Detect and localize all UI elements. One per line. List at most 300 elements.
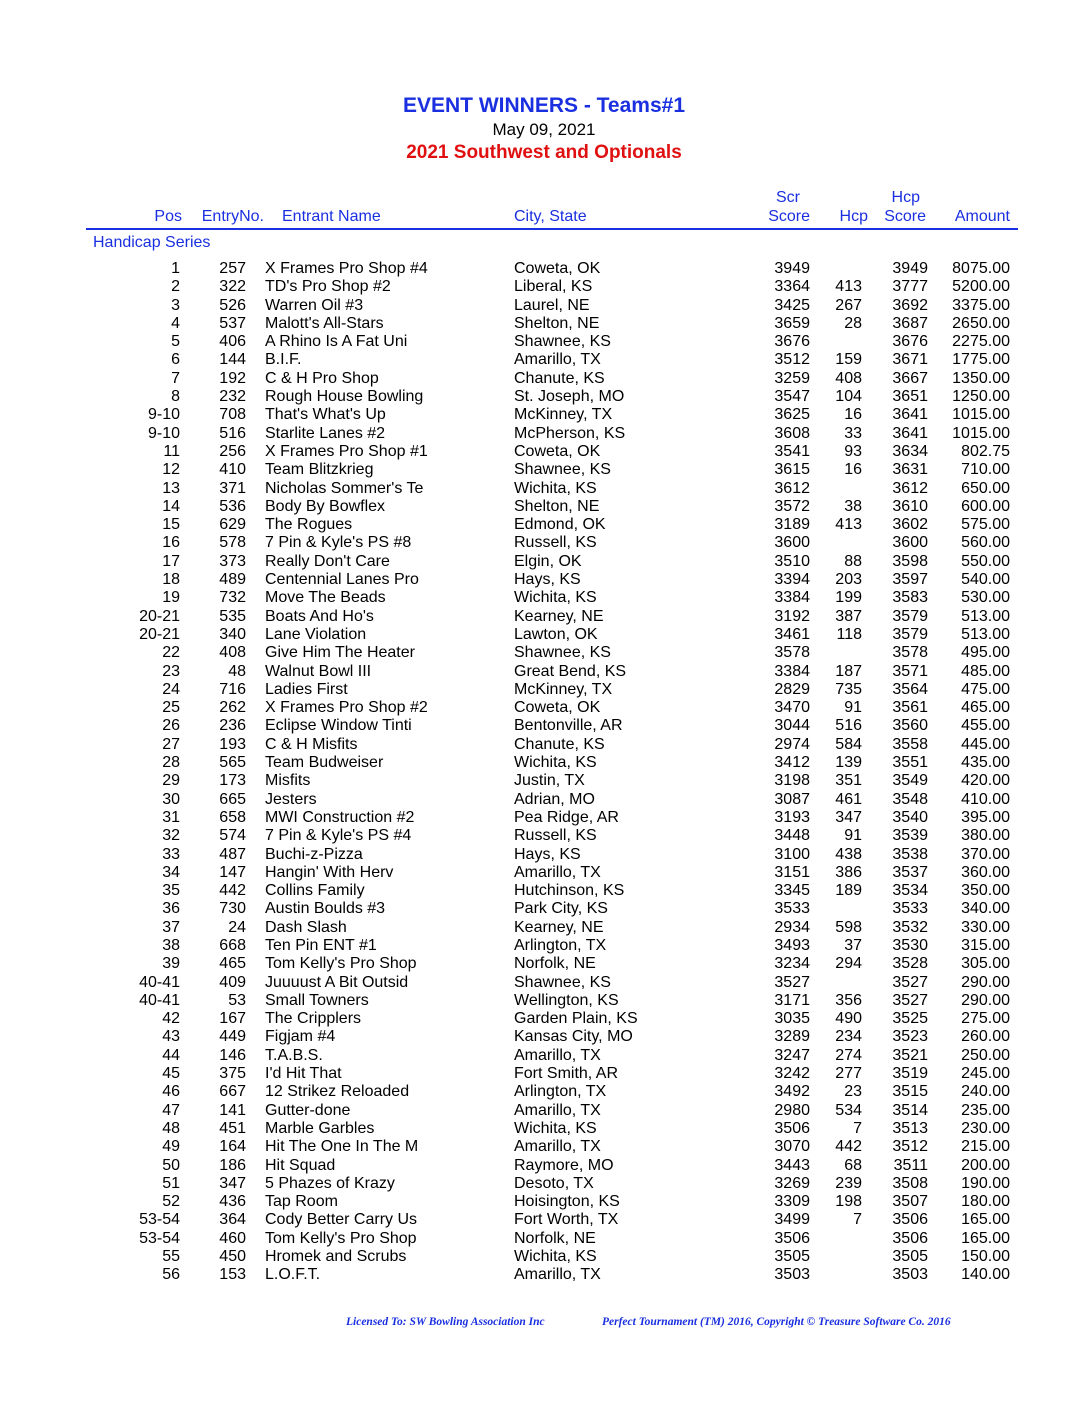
cell-scratch-score: 3189 — [774, 516, 810, 534]
cell-amount: 1015.00 — [952, 406, 1010, 424]
cell-scratch-score: 3259 — [774, 369, 810, 387]
table-row — [0, 278, 1088, 296]
cell-pos: 25 — [162, 699, 180, 717]
cell-handicap-score: 3667 — [892, 369, 928, 387]
cell-entrant-name: Misfits — [265, 772, 311, 790]
cell-scratch-score: 3193 — [774, 808, 810, 826]
col-header-city: City, State — [514, 208, 587, 225]
cell-entrant-name: That's What's Up — [265, 406, 386, 424]
cell-city-state: Pea Ridge, AR — [514, 808, 619, 826]
cell-city-state: Elgin, OK — [514, 552, 582, 570]
cell-pos: 8 — [171, 388, 180, 406]
cell-city-state: Arlington, TX — [514, 1083, 607, 1101]
cell-amount: 250.00 — [961, 1046, 1010, 1064]
cell-entrant-name: 5 Phazes of Krazy — [265, 1174, 395, 1192]
cell-entrant-name: Marble Garbles — [265, 1119, 375, 1137]
cell-pos: 40-41 — [139, 973, 180, 991]
cell-entry-no: 141 — [219, 1101, 246, 1119]
cell-entrant-name: Gutter-done — [265, 1101, 351, 1119]
cell-entry-no: 629 — [219, 516, 246, 534]
table-row — [0, 1248, 1088, 1266]
cell-handicap-score: 3511 — [893, 1156, 928, 1174]
cell-city-state: Raymore, MO — [514, 1156, 614, 1174]
cell-city-state: Laurel, NE — [514, 296, 590, 314]
cell-handicap-score: 3676 — [892, 333, 928, 351]
table-row — [0, 1120, 1088, 1138]
cell-scratch-score: 3578 — [774, 644, 810, 662]
table-row — [0, 919, 1088, 937]
cell-handicap-score: 3600 — [892, 534, 928, 552]
table-row — [0, 900, 1088, 918]
cell-handicap-score: 3538 — [892, 845, 928, 863]
cell-entrant-name: 12 Strikez Reloaded — [265, 1083, 410, 1101]
cell-amount: 600.00 — [961, 497, 1010, 515]
cell-scratch-score: 3503 — [774, 1266, 810, 1284]
cell-handicap-score: 3539 — [892, 827, 928, 845]
cell-entry-no: 516 — [219, 424, 246, 442]
cell-amount: 455.00 — [961, 717, 1010, 735]
cell-pos: 4 — [171, 314, 180, 332]
cell-city-state: Wichita, KS — [514, 754, 597, 772]
table-row — [0, 571, 1088, 589]
cell-handicap: 277 — [835, 1065, 862, 1083]
cell-pos: 42 — [162, 1010, 180, 1028]
cell-handicap-score: 3579 — [892, 625, 928, 643]
cell-handicap-score: 3558 — [892, 735, 928, 753]
cell-entry-no: 658 — [219, 808, 246, 826]
table-row — [0, 1102, 1088, 1120]
cell-pos: 38 — [162, 936, 180, 954]
cell-entry-no: 164 — [219, 1138, 246, 1156]
cell-pos: 9-10 — [147, 406, 180, 424]
cell-handicap-score: 3534 — [892, 882, 928, 900]
cell-entrant-name: B.I.F. — [265, 351, 302, 369]
cell-handicap-score: 3540 — [892, 808, 928, 826]
cell-city-state: Shelton, NE — [514, 497, 600, 515]
cell-entry-no: 408 — [219, 644, 246, 662]
cell-pos: 5 — [171, 333, 180, 351]
cell-entrant-name: Ten Pin ENT #1 — [265, 936, 377, 954]
cell-handicap: 203 — [835, 571, 862, 589]
cell-handicap: 386 — [835, 863, 862, 881]
cell-entrant-name: Figjam #4 — [265, 1028, 336, 1046]
cell-entry-no: 565 — [219, 754, 246, 772]
cell-entry-no: 406 — [219, 333, 246, 351]
cell-scratch-score: 3541 — [774, 442, 810, 460]
cell-amount: 190.00 — [961, 1174, 1010, 1192]
cell-handicap-score: 3537 — [892, 863, 928, 881]
cell-entrant-name: 7 Pin & Kyle's PS #8 — [265, 534, 412, 552]
cell-entry-no: 436 — [219, 1193, 246, 1211]
cell-amount: 5200.00 — [952, 278, 1010, 296]
cell-handicap: 139 — [835, 754, 862, 772]
cell-entry-no: 487 — [219, 845, 246, 863]
table-row — [0, 498, 1088, 516]
cell-pos: 20-21 — [139, 607, 180, 625]
cell-handicap: 584 — [835, 735, 862, 753]
cell-entrant-name: Tom Kelly's Pro Shop — [265, 955, 417, 973]
cell-handicap: 239 — [835, 1174, 862, 1192]
cell-entry-no: 153 — [219, 1266, 246, 1284]
table-row — [0, 699, 1088, 717]
table-row — [0, 717, 1088, 735]
cell-entrant-name: Really Don't Care — [265, 552, 390, 570]
table-row — [0, 864, 1088, 882]
cell-entrant-name: C & H Misfits — [265, 735, 358, 753]
cell-entry-no: 450 — [219, 1248, 246, 1266]
cell-amount: 1250.00 — [952, 388, 1010, 406]
cell-entry-no: 535 — [219, 607, 246, 625]
cell-handicap: 442 — [835, 1138, 862, 1156]
cell-entry-no: 526 — [219, 296, 246, 314]
cell-city-state: Wellington, KS — [514, 991, 619, 1009]
table-row — [0, 351, 1088, 369]
table-row — [0, 772, 1088, 790]
cell-pos: 13 — [162, 479, 180, 497]
cell-entrant-name: Juuuust A Bit Outsid — [265, 973, 409, 991]
cell-entry-no: 375 — [219, 1065, 246, 1083]
cell-city-state: Bentonville, AR — [514, 717, 623, 735]
cell-entrant-name: X Frames Pro Shop #4 — [265, 260, 428, 277]
cell-handicap-score: 3578 — [892, 644, 928, 662]
cell-handicap: 88 — [844, 552, 862, 570]
cell-handicap-score: 3506 — [892, 1229, 928, 1247]
cell-city-state: Great Bend, KS — [514, 662, 627, 680]
cell-handicap-score: 3598 — [892, 552, 928, 570]
cell-entrant-name: Body By Bowflex — [265, 497, 386, 515]
cell-scratch-score: 3506 — [774, 1119, 810, 1137]
cell-scratch-score: 3572 — [774, 497, 810, 515]
cell-entry-no: 537 — [219, 314, 246, 332]
cell-handicap-score: 3527 — [892, 973, 928, 991]
cell-handicap: 356 — [835, 991, 862, 1009]
cell-entry-no: 489 — [219, 571, 246, 589]
cell-city-state: Amarillo, TX — [514, 1138, 601, 1156]
cell-scratch-score: 3309 — [774, 1193, 810, 1211]
cell-scratch-score: 3087 — [774, 790, 810, 808]
cell-amount: 1015.00 — [952, 424, 1010, 442]
cell-scratch-score: 3505 — [774, 1248, 810, 1266]
cell-scratch-score: 3289 — [774, 1028, 810, 1046]
table-row — [0, 644, 1088, 662]
cell-entry-no: 371 — [219, 479, 246, 497]
cell-entrant-name: MWI Construction #2 — [265, 808, 415, 826]
cell-handicap: 91 — [844, 827, 862, 845]
cell-scratch-score: 3600 — [774, 534, 810, 552]
cell-entrant-name: X Frames Pro Shop #1 — [265, 442, 428, 460]
cell-handicap-score: 3523 — [892, 1028, 928, 1046]
cell-scratch-score: 3493 — [774, 936, 810, 954]
cell-entry-no: 144 — [219, 351, 246, 369]
cell-entrant-name: 7 Pin & Kyle's PS #4 — [265, 827, 412, 845]
cell-handicap: 347 — [835, 808, 862, 826]
cell-pos: 44 — [162, 1046, 180, 1064]
cell-handicap: 351 — [835, 772, 862, 790]
cell-entrant-name: X Frames Pro Shop #2 — [265, 699, 428, 717]
cell-handicap-score: 3514 — [892, 1101, 928, 1119]
cell-pos: 39 — [162, 955, 180, 973]
cell-pos: 11 — [163, 442, 180, 460]
cell-entry-no: 708 — [219, 406, 246, 424]
cell-amount: 540.00 — [961, 571, 1010, 589]
cell-handicap: 490 — [835, 1010, 862, 1028]
cell-pos: 7 — [171, 369, 180, 387]
cell-scratch-score: 3547 — [774, 388, 810, 406]
cell-entrant-name: The Cripplers — [265, 1010, 362, 1028]
cell-scratch-score: 3499 — [774, 1211, 810, 1229]
cell-city-state: Russell, KS — [514, 534, 597, 552]
cell-city-state: Fort Smith, AR — [514, 1065, 619, 1083]
cell-pos: 22 — [162, 644, 180, 662]
cell-entrant-name: A Rhino Is A Fat Uni — [265, 333, 408, 351]
footer-copyright: Perfect Tournament (TM) 2016, Copyright © Treasure Software Co. 2016 — [602, 1316, 951, 1328]
table-row — [0, 754, 1088, 772]
table-row — [0, 1175, 1088, 1193]
cell-amount: 215.00 — [961, 1138, 1010, 1156]
cell-amount: 560.00 — [961, 534, 1010, 552]
cell-entrant-name: Jesters — [265, 790, 317, 808]
cell-pos: 55 — [162, 1248, 180, 1266]
cell-city-state: Fort Worth, TX — [514, 1211, 619, 1229]
cell-city-state: Hutchinson, KS — [514, 882, 625, 900]
cell-entry-no: 578 — [219, 534, 246, 552]
cell-pos: 33 — [162, 845, 180, 863]
cell-city-state: Shelton, NE — [514, 314, 600, 332]
cell-pos: 50 — [162, 1156, 180, 1174]
cell-handicap-score: 3530 — [892, 936, 928, 954]
table-row — [0, 406, 1088, 424]
cell-scratch-score: 3412 — [774, 754, 810, 772]
cell-city-state: Amarillo, TX — [514, 1046, 601, 1064]
report-title: EVENT WINNERS - Teams#1 — [402, 94, 685, 117]
cell-handicap: 198 — [835, 1193, 862, 1211]
cell-handicap-score: 3527 — [892, 991, 928, 1009]
cell-scratch-score: 3448 — [774, 827, 810, 845]
cell-scratch-score: 3192 — [774, 607, 810, 625]
table-row — [0, 809, 1088, 827]
cell-pos: 28 — [162, 754, 180, 772]
cell-amount: 380.00 — [961, 827, 1010, 845]
cell-pos: 18 — [162, 571, 180, 589]
report-subtitle: 2021 Southwest and Optionals — [406, 142, 682, 163]
cell-entrant-name: Dash Slash — [265, 918, 347, 936]
cell-pos: 17 — [162, 552, 180, 570]
col-header-hcp-score-bottom: Score — [884, 208, 926, 225]
cell-pos: 29 — [162, 772, 180, 790]
cell-pos: 6 — [171, 351, 180, 369]
cell-city-state: Amarillo, TX — [514, 863, 601, 881]
cell-handicap: 438 — [835, 845, 862, 863]
table-row — [0, 589, 1088, 607]
cell-pos: 51 — [162, 1174, 180, 1192]
table-row — [0, 534, 1088, 552]
col-header-scr-top: Scr — [776, 189, 800, 206]
cell-scratch-score: 3659 — [774, 314, 810, 332]
cell-handicap-score: 3579 — [892, 607, 928, 625]
cell-handicap: 189 — [835, 882, 862, 900]
cell-entrant-name: Boats And Ho's — [265, 607, 374, 625]
cell-handicap-score: 3571 — [892, 662, 928, 680]
table-row — [0, 1193, 1088, 1211]
cell-city-state: Norfolk, NE — [514, 1229, 596, 1247]
table-row — [0, 827, 1088, 845]
cell-entrant-name: Starlite Lanes #2 — [265, 424, 386, 442]
cell-amount: 315.00 — [961, 936, 1010, 954]
cell-entry-no: 410 — [219, 461, 246, 479]
cell-amount: 435.00 — [961, 754, 1010, 772]
cell-amount: 475.00 — [961, 680, 1010, 698]
cell-handicap-score: 3505 — [892, 1248, 928, 1266]
cell-handicap: 735 — [835, 680, 862, 698]
cell-handicap: 7 — [853, 1211, 862, 1229]
cell-entry-no: 147 — [219, 863, 246, 881]
cell-amount: 230.00 — [961, 1119, 1010, 1137]
cell-pos: 35 — [162, 882, 180, 900]
cell-pos: 2 — [171, 278, 180, 296]
cell-handicap-score: 3597 — [892, 571, 928, 589]
cell-scratch-score: 3470 — [774, 699, 810, 717]
cell-pos: 19 — [162, 589, 180, 607]
cell-scratch-score: 3615 — [774, 461, 810, 479]
cell-scratch-score: 3625 — [774, 406, 810, 424]
cell-amount: 235.00 — [961, 1101, 1010, 1119]
cell-scratch-score: 3035 — [774, 1010, 810, 1028]
cell-amount: 260.00 — [961, 1028, 1010, 1046]
cell-amount: 575.00 — [961, 516, 1010, 534]
cell-pos: 20-21 — [139, 625, 180, 643]
cell-handicap-score: 3692 — [892, 296, 928, 314]
cell-handicap-score: 3651 — [892, 388, 928, 406]
table-row — [0, 315, 1088, 333]
cell-scratch-score: 3510 — [774, 552, 810, 570]
cell-city-state: McKinney, TX — [514, 680, 613, 698]
cell-pos: 56 — [162, 1266, 180, 1284]
section-label: Handicap Series — [93, 234, 211, 251]
cell-handicap-score: 3612 — [892, 479, 928, 497]
cell-amount: 370.00 — [961, 845, 1010, 863]
cell-amount: 513.00 — [961, 607, 1010, 625]
cell-city-state: Wichita, KS — [514, 1248, 597, 1266]
cell-handicap-score: 3519 — [892, 1065, 928, 1083]
cell-handicap: 28 — [844, 314, 862, 332]
table-row — [0, 425, 1088, 443]
cell-scratch-score: 2829 — [774, 680, 810, 698]
cell-entry-no: 373 — [219, 552, 246, 570]
cell-city-state: Chanute, KS — [514, 369, 605, 387]
table-row — [0, 370, 1088, 388]
table-row — [0, 1047, 1088, 1065]
cell-city-state: Desoto, TX — [514, 1174, 594, 1192]
cell-entry-no: 173 — [219, 772, 246, 790]
cell-entry-no: 667 — [219, 1083, 246, 1101]
cell-amount: 330.00 — [961, 918, 1010, 936]
table-row — [0, 553, 1088, 571]
cell-scratch-score: 3171 — [774, 991, 810, 1009]
cell-entry-no: 364 — [219, 1211, 246, 1229]
cell-city-state: Shawnee, KS — [514, 461, 611, 479]
table-row — [0, 937, 1088, 955]
table-row — [0, 1157, 1088, 1175]
cell-pos: 53-54 — [139, 1229, 180, 1247]
cell-entrant-name: Cody Better Carry Us — [265, 1211, 418, 1229]
cell-scratch-score: 3384 — [774, 662, 810, 680]
cell-entrant-name: The Rogues — [265, 516, 353, 534]
cell-entry-no: 257 — [219, 260, 246, 277]
cell-amount: 150.00 — [961, 1248, 1010, 1266]
cell-pos: 43 — [162, 1028, 180, 1046]
table-row — [0, 1138, 1088, 1156]
cell-handicap-score: 3512 — [892, 1138, 928, 1156]
cell-scratch-score: 3612 — [774, 479, 810, 497]
cell-entrant-name: Buchi-z-Pizza — [265, 845, 363, 863]
cell-entry-no: 574 — [219, 827, 246, 845]
cell-handicap-score: 3634 — [892, 442, 928, 460]
cell-city-state: Adrian, MO — [514, 790, 595, 808]
table-row — [0, 736, 1088, 754]
cell-handicap: 104 — [835, 388, 862, 406]
cell-amount: 275.00 — [961, 1010, 1010, 1028]
cell-handicap: 93 — [844, 442, 862, 460]
cell-handicap-score: 3602 — [892, 516, 928, 534]
cell-scratch-score: 3269 — [774, 1174, 810, 1192]
cell-pos: 16 — [162, 534, 180, 552]
cell-handicap: 413 — [835, 278, 862, 296]
cell-scratch-score: 3247 — [774, 1046, 810, 1064]
cell-handicap-score: 3610 — [892, 497, 928, 515]
cell-scratch-score: 3384 — [774, 589, 810, 607]
cell-handicap: 38 — [844, 497, 862, 515]
cell-entry-no: 665 — [219, 790, 246, 808]
cell-entrant-name: Move The Beads — [265, 589, 386, 607]
cell-handicap-score: 3513 — [892, 1119, 928, 1137]
cell-amount: 485.00 — [961, 662, 1010, 680]
table-row — [0, 992, 1088, 1010]
cell-scratch-score: 3527 — [774, 973, 810, 991]
cell-amount: 410.00 — [961, 790, 1010, 808]
cell-pos: 31 — [162, 808, 180, 826]
cell-entry-no: 732 — [219, 589, 246, 607]
cell-entrant-name: Hangin' With Herv — [265, 863, 394, 881]
cell-city-state: Coweta, OK — [514, 442, 601, 460]
cell-pos: 45 — [162, 1065, 180, 1083]
cell-handicap: 118 — [836, 625, 862, 643]
cell-entrant-name: Give Him The Heater — [265, 644, 415, 662]
cell-pos: 3 — [171, 296, 180, 314]
cell-city-state: Arlington, TX — [514, 936, 607, 954]
table-row — [0, 955, 1088, 973]
table-row — [0, 443, 1088, 461]
cell-scratch-score: 3151 — [774, 863, 810, 881]
cell-entrant-name: Collins Family — [265, 882, 365, 900]
cell-entry-no: 146 — [219, 1046, 246, 1064]
cell-city-state: Liberal, KS — [514, 278, 593, 296]
col-header-hcp: Hcp — [839, 208, 868, 225]
cell-entrant-name: TD's Pro Shop #2 — [265, 278, 391, 296]
cell-handicap: 534 — [835, 1101, 862, 1119]
cell-pos: 32 — [162, 827, 180, 845]
cell-scratch-score: 3461 — [774, 625, 810, 643]
cell-handicap-score: 3521 — [892, 1046, 928, 1064]
cell-amount: 305.00 — [961, 955, 1010, 973]
cell-city-state: Hoisington, KS — [514, 1193, 620, 1211]
cell-handicap: 267 — [835, 296, 862, 314]
table-row — [0, 480, 1088, 498]
cell-handicap: 7 — [853, 1119, 862, 1137]
cell-handicap-score: 3532 — [892, 918, 928, 936]
cell-pos: 47 — [162, 1101, 180, 1119]
cell-handicap-score: 3548 — [892, 790, 928, 808]
table-row — [0, 663, 1088, 681]
